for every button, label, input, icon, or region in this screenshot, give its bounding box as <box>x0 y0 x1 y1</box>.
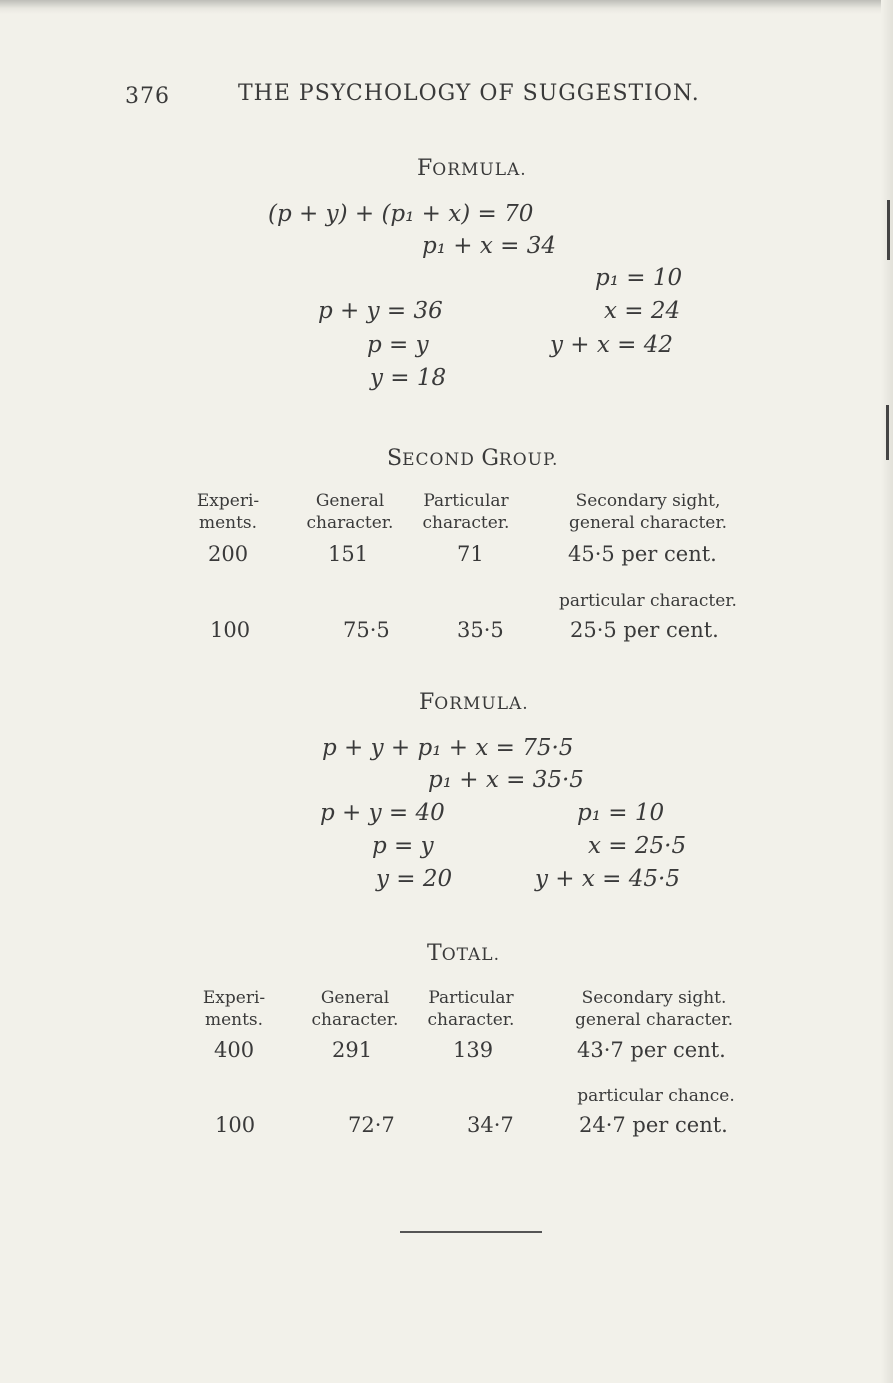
equation: p₁ + x = 35·5 <box>428 767 584 793</box>
column-header: Secondary sight. general character. <box>575 988 733 1030</box>
table-cell: 35·5 <box>457 618 504 642</box>
equation: y = 18 <box>370 365 447 391</box>
column-header: Secondary sight, general character. <box>569 491 727 533</box>
column-header: Particular character. <box>422 491 510 533</box>
equation: (p + y) + (p₁ + x) = 70 <box>268 201 534 227</box>
section-heading-second-group: SECOND GROUP. <box>387 446 559 471</box>
equation: p + y + p₁ + x = 75·5 <box>322 735 574 761</box>
table-cell: 25·5 per cent. <box>570 618 719 642</box>
table-cell: 71 <box>457 542 484 566</box>
equation: y + x = 42 <box>550 332 674 358</box>
column-header: General character. <box>306 491 394 533</box>
page-number: 376 <box>125 84 170 109</box>
table-cell: 100 <box>210 618 251 642</box>
end-rule <box>400 1231 542 1233</box>
table-subnote: particular chance. <box>577 1086 735 1106</box>
equation: x = 25·5 <box>588 833 687 859</box>
table-cell: 34·7 <box>467 1113 514 1137</box>
column-header: General character. <box>311 988 399 1030</box>
equation: p₁ = 10 <box>595 265 683 291</box>
equation: y + x = 45·5 <box>535 866 680 892</box>
column-header: Particular character. <box>427 988 515 1030</box>
equation: p + y = 40 <box>320 800 445 826</box>
equation: y = 20 <box>376 866 453 892</box>
table-cell: 291 <box>332 1038 373 1062</box>
table-cell: 24·7 per cent. <box>579 1113 728 1137</box>
equation: p₁ = 10 <box>577 800 665 826</box>
column-header: Experi- ments. <box>196 491 260 533</box>
equation: p₁ + x = 34 <box>422 233 556 259</box>
table-cell: 400 <box>214 1038 255 1062</box>
table-subnote: particular character. <box>559 591 737 611</box>
table-cell: 43·7 per cent. <box>577 1038 726 1062</box>
equation: p = y <box>367 332 429 358</box>
scan-edge-top <box>0 0 893 14</box>
table-cell: 151 <box>328 542 369 566</box>
table-cell: 72·7 <box>348 1113 395 1137</box>
section-heading-formula-1: FORMULA. <box>417 156 527 181</box>
running-title: THE PSYCHOLOGY OF SUGGESTION. <box>238 81 700 106</box>
table-cell: 45·5 per cent. <box>568 542 717 566</box>
scan-mark <box>886 405 889 460</box>
equation: x = 24 <box>604 298 681 324</box>
equation: p + y = 36 <box>318 298 443 324</box>
section-heading-total: TOTAL. <box>427 941 501 966</box>
table-cell: 75·5 <box>343 618 390 642</box>
column-header: Experi- ments. <box>202 988 266 1030</box>
table-cell: 100 <box>215 1113 256 1137</box>
table-cell: 200 <box>208 542 249 566</box>
table-cell: 139 <box>453 1038 494 1062</box>
section-heading-formula-2: FORMULA. <box>419 690 529 715</box>
scan-mark <box>887 200 890 260</box>
equation: p = y <box>372 833 434 859</box>
